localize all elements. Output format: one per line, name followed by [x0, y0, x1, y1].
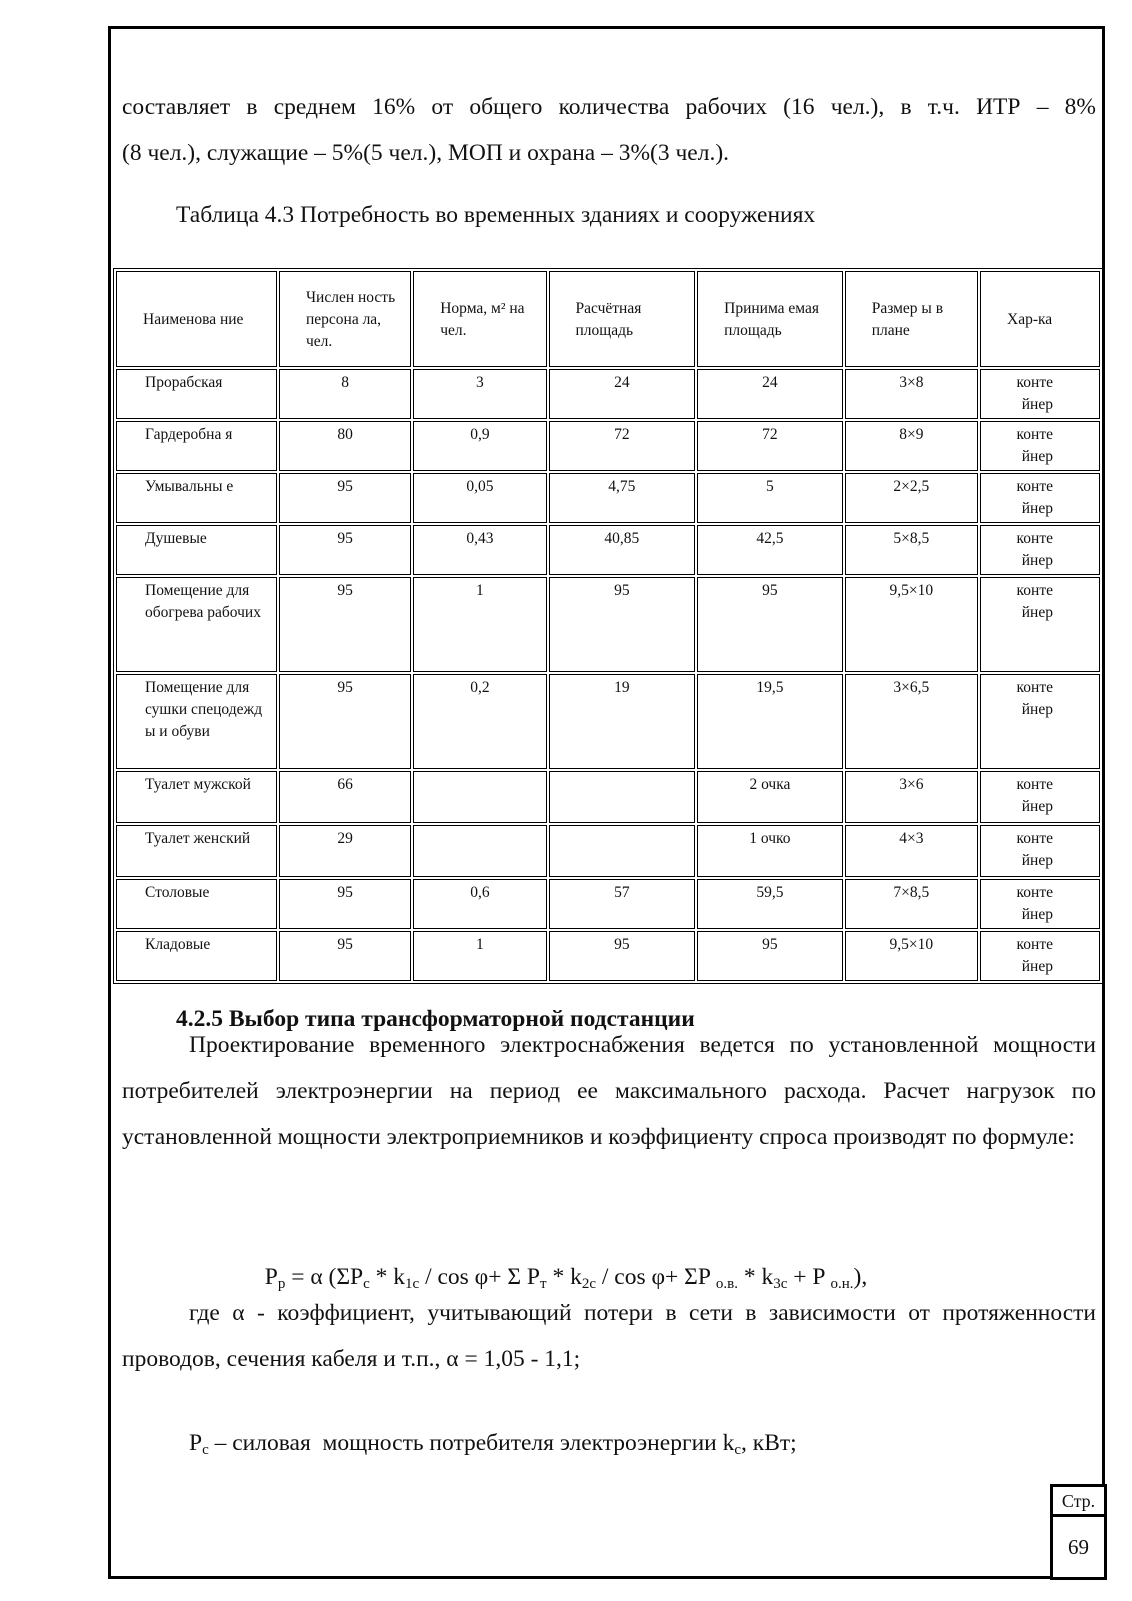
cell-plan-size: 5×8,5	[845, 525, 978, 575]
header-plan-size: Размер ы в плане	[845, 271, 978, 367]
cell-kind: конте йнер	[980, 931, 1100, 981]
cell-norm	[413, 825, 546, 877]
cell-name: Помещение для обогрева рабочих	[116, 577, 277, 672]
cell-count: 80	[279, 421, 411, 471]
cell-norm: 0,6	[413, 879, 546, 929]
buildings-table	[113, 268, 1103, 984]
cell-norm: 1	[413, 577, 546, 672]
table-header-row	[116, 271, 1100, 367]
cell-kind: конте йнер	[980, 369, 1100, 419]
cell-kind: конте йнер	[980, 825, 1100, 877]
page-number: 69	[1050, 1514, 1107, 1580]
cell-plan-size: 4×3	[845, 825, 978, 877]
cell-calc-area: 40,85	[549, 525, 696, 575]
cell-count: 95	[279, 525, 411, 575]
cell-norm: 3	[413, 369, 546, 419]
cell-count: 95	[279, 674, 411, 769]
cell-kind: конте йнер	[980, 421, 1100, 471]
cell-norm: 1	[413, 931, 546, 981]
body-paragraph-1: Проектирование временного электроснабжения ведется по установленной мощности потребителей электроэнергии на период ее максимального расхода. Расчет нагрузок по установленной мощности электроприемников и коэффициенту спроса производят по формуле:	[122, 1032, 1096, 1150]
cell-accepted-area: 5	[697, 473, 843, 523]
cell-calc-area	[549, 771, 696, 823]
cell-kind: конте йнер	[980, 674, 1100, 769]
table-row	[116, 771, 1100, 823]
intro-line-1: составляет в среднем 16% от общего количества рабочих (16 чел.), в т.ч. ИТР – 8%	[122, 94, 1096, 120]
cell-name: Умывальны е	[116, 473, 277, 523]
cell-kind: конте йнер	[980, 771, 1100, 823]
cell-norm: 0,43	[413, 525, 546, 575]
page-label: Стр.	[1050, 1484, 1107, 1517]
cell-plan-size: 9,5×10	[845, 931, 978, 981]
table-row	[116, 577, 1100, 672]
cell-accepted-area: 59,5	[697, 879, 843, 929]
cell-name: Прорабская	[116, 369, 277, 419]
cell-kind: конте йнер	[980, 525, 1100, 575]
cell-count: 29	[279, 825, 411, 877]
header-name: Наименова ние	[116, 271, 277, 367]
cell-calc-area: 24	[549, 369, 696, 419]
header-accepted-area: Принима емая площадь	[697, 271, 843, 367]
table-row	[116, 825, 1100, 877]
table-row	[116, 369, 1100, 419]
load-formula: $P_р = \alpha$ ($\Sigma P_с * k_{1с} / \cos \varphi+ \Sigma$ $P_т * k_{2с} / \cos \varphi+ \Sigma P$ $_{о.в.} * k_{3с} + P$ $_{о.н.}$),	[264, 1264, 868, 1292]
cell-calc-area: 19	[549, 674, 696, 769]
cell-name: Помещение для сушки спецодежд ы и обуви	[116, 674, 277, 769]
cell-accepted-area: 42,5	[697, 525, 843, 575]
table-row	[116, 674, 1100, 769]
table-caption: Таблица 4.3 Потребность во временных зданиях и сооружениях	[176, 202, 816, 228]
cell-count: 66	[279, 771, 411, 823]
cell-calc-area: 4,75	[549, 473, 696, 523]
cell-accepted-area: 95	[697, 577, 843, 672]
header-kind: Хар-ка	[980, 271, 1100, 367]
table-row	[116, 931, 1100, 981]
cell-norm	[413, 771, 546, 823]
cell-kind: конте йнер	[980, 577, 1100, 672]
cell-kind: конте йнер	[980, 879, 1100, 929]
cell-calc-area: 57	[549, 879, 696, 929]
cell-name: Гардеробна я	[116, 421, 277, 471]
cell-count: 8	[279, 369, 411, 419]
cell-name: Душевые	[116, 525, 277, 575]
cell-norm: 0,2	[413, 674, 546, 769]
cell-calc-area: 72	[549, 421, 696, 471]
cell-norm: 0,9	[413, 421, 546, 471]
cell-plan-size: 2×2,5	[845, 473, 978, 523]
intro-line-2: (8 чел.), служащие – 5%(5 чел.), МОП и охрана – 3%(3 чел.).	[122, 140, 730, 166]
cell-plan-size: 3×8	[845, 369, 978, 419]
cell-name: Туалет мужской	[116, 771, 277, 823]
cell-name: Столовые	[116, 879, 277, 929]
cell-calc-area: 95	[549, 931, 696, 981]
cell-calc-area	[549, 825, 696, 877]
cell-plan-size: 8×9	[845, 421, 978, 471]
cell-accepted-area: 2 очка	[697, 771, 843, 823]
cell-kind: конте йнер	[980, 473, 1100, 523]
cell-norm: 0,05	[413, 473, 546, 523]
cell-accepted-area: 95	[697, 931, 843, 981]
table-row	[116, 879, 1100, 929]
table-row	[116, 421, 1100, 471]
cell-accepted-area: 72	[697, 421, 843, 471]
header-count: Числен ность персона ла, чел.	[279, 271, 411, 367]
body-paragraph-3: $P_с$ – силовая мощность потребителя электроэнергии $k_с$, кВт;	[189, 1430, 797, 1458]
header-norm: Норма, м² на чел.	[413, 271, 546, 367]
cell-accepted-area: 24	[697, 369, 843, 419]
body-paragraph-2: где α - коэффициент, учитывающий потери в сети в зависимости от протяженности проводов, сечения кабеля и т.п., α = 1,05 - 1,1;	[122, 1300, 1096, 1372]
section-heading: 4.2.5 Выбор типа трансформаторной подстанции	[176, 1006, 695, 1032]
cell-name: Кладовые	[116, 931, 277, 981]
cell-count: 95	[279, 879, 411, 929]
cell-accepted-area: 1 очко	[697, 825, 843, 877]
cell-name: Туалет женский	[116, 825, 277, 877]
cell-plan-size: 9,5×10	[845, 577, 978, 672]
cell-plan-size: 7×8,5	[845, 879, 978, 929]
cell-count: 95	[279, 473, 411, 523]
table-row	[116, 473, 1100, 523]
cell-calc-area: 95	[549, 577, 696, 672]
cell-plan-size: 3×6,5	[845, 674, 978, 769]
header-calc-area: Расчётная площадь	[549, 271, 696, 367]
cell-count: 95	[279, 577, 411, 672]
cell-accepted-area: 19,5	[697, 674, 843, 769]
cell-count: 95	[279, 931, 411, 981]
table-row	[116, 525, 1100, 575]
cell-plan-size: 3×6	[845, 771, 978, 823]
